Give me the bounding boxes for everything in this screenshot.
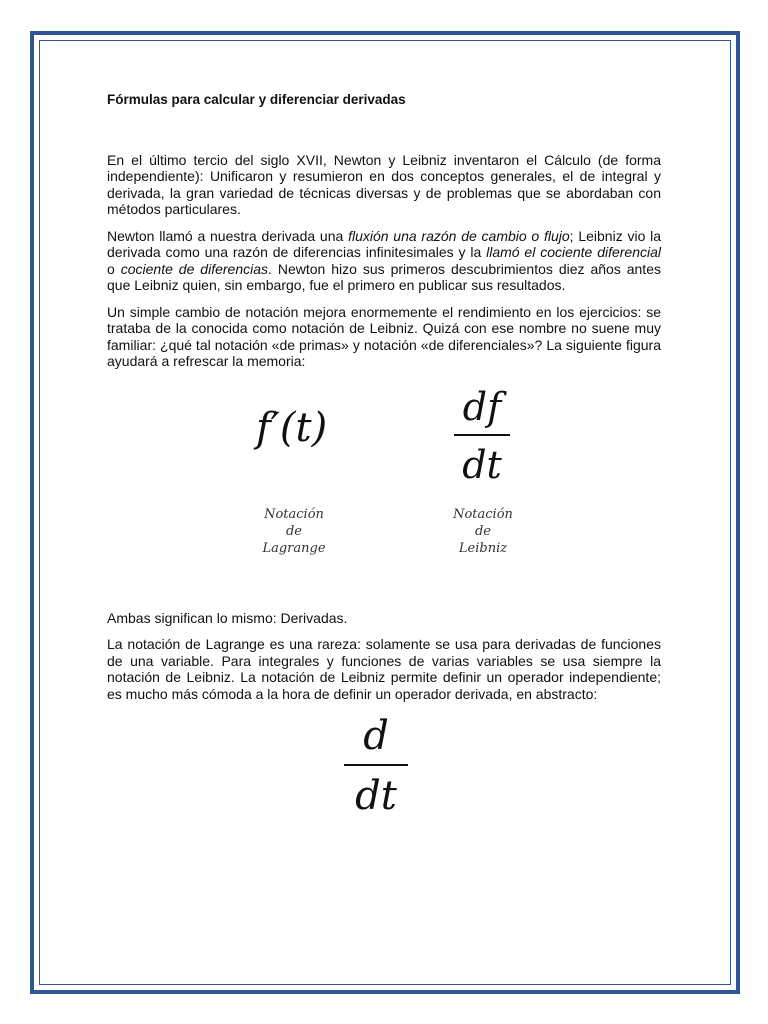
caption-line: de xyxy=(474,523,491,539)
text-run: Newton llamó a nuestra derivada una xyxy=(107,227,349,244)
derivative-operator xyxy=(344,714,408,818)
notation-figure xyxy=(107,380,661,602)
document-body xyxy=(107,92,661,818)
paragraph-5: La notación de Lagrange es una rareza: solamente se usa para derivadas de funciones de una variable. Para integrales y funciones de varias variables se usa siempre la notación de Leibniz. La notación de Leibniz permite definir un operador independiente; es mucho más cómoda a la hora de definir un operador derivada, en abstracto: xyxy=(107,636,661,702)
paragraph-3: Un simple cambio de notación mejora enormemente el rendimiento en los ejercicios: se trataba de la conocida como notación de Leibniz. Quizá con ese nombre no suene muy familiar: ¿qué tal notación «de primas» y notación «de diferenciales»? La siguiente figura ayudará a refrescar la memoria: xyxy=(107,303,661,369)
paragraph-2 xyxy=(107,228,661,294)
leibniz-numerator: df xyxy=(462,384,502,429)
operator-numerator: d xyxy=(363,713,389,759)
paragraph-4: Ambas significan lo mismo: Derivadas. xyxy=(107,609,348,626)
text-run: ; Leibniz vio la derivada como una razón de diferencias infinitesimales y la xyxy=(107,227,662,260)
leibniz-denominator: dt xyxy=(462,442,502,487)
caption-line: Leibniz xyxy=(458,540,508,556)
document-title: Fórmulas para calcular y diferenciar derivadas xyxy=(107,92,406,107)
caption-line: Lagrange xyxy=(262,540,326,556)
text-run: o xyxy=(107,260,121,277)
text-run: . Newton hizo sus primeros descubrimientos diez años antes que Leibniz quien, sin embargo, fue el primero en publicar sus resultados. xyxy=(107,260,661,293)
italic-run: cociente de diferencias xyxy=(120,260,269,277)
caption-line: Notación xyxy=(264,506,324,522)
caption-line: Notación xyxy=(453,506,513,522)
caption-line: de xyxy=(285,523,302,539)
fraction-bar xyxy=(454,434,510,436)
paragraph-1: En el último tercio del siglo XVII, Newton y Leibniz inventaron el Cálculo (de forma independiente): Unificaron y resumieron en dos conceptos generales, el de integral y derivada, la gran variedad de técnicas diversas y de problemas que se abordaban con métodos particulares. xyxy=(107,151,661,217)
fraction-bar xyxy=(344,764,408,766)
leibniz-fraction xyxy=(450,386,514,486)
leibniz-caption xyxy=(433,506,533,557)
italic-run: llamó el cociente diferencial xyxy=(486,244,662,260)
lagrange-expression: f′(t) xyxy=(256,404,328,451)
operator-denominator: dt xyxy=(355,773,397,819)
italic-run: fluxión una razón de cambio o flujo xyxy=(348,227,570,244)
lagrange-caption xyxy=(244,506,344,557)
